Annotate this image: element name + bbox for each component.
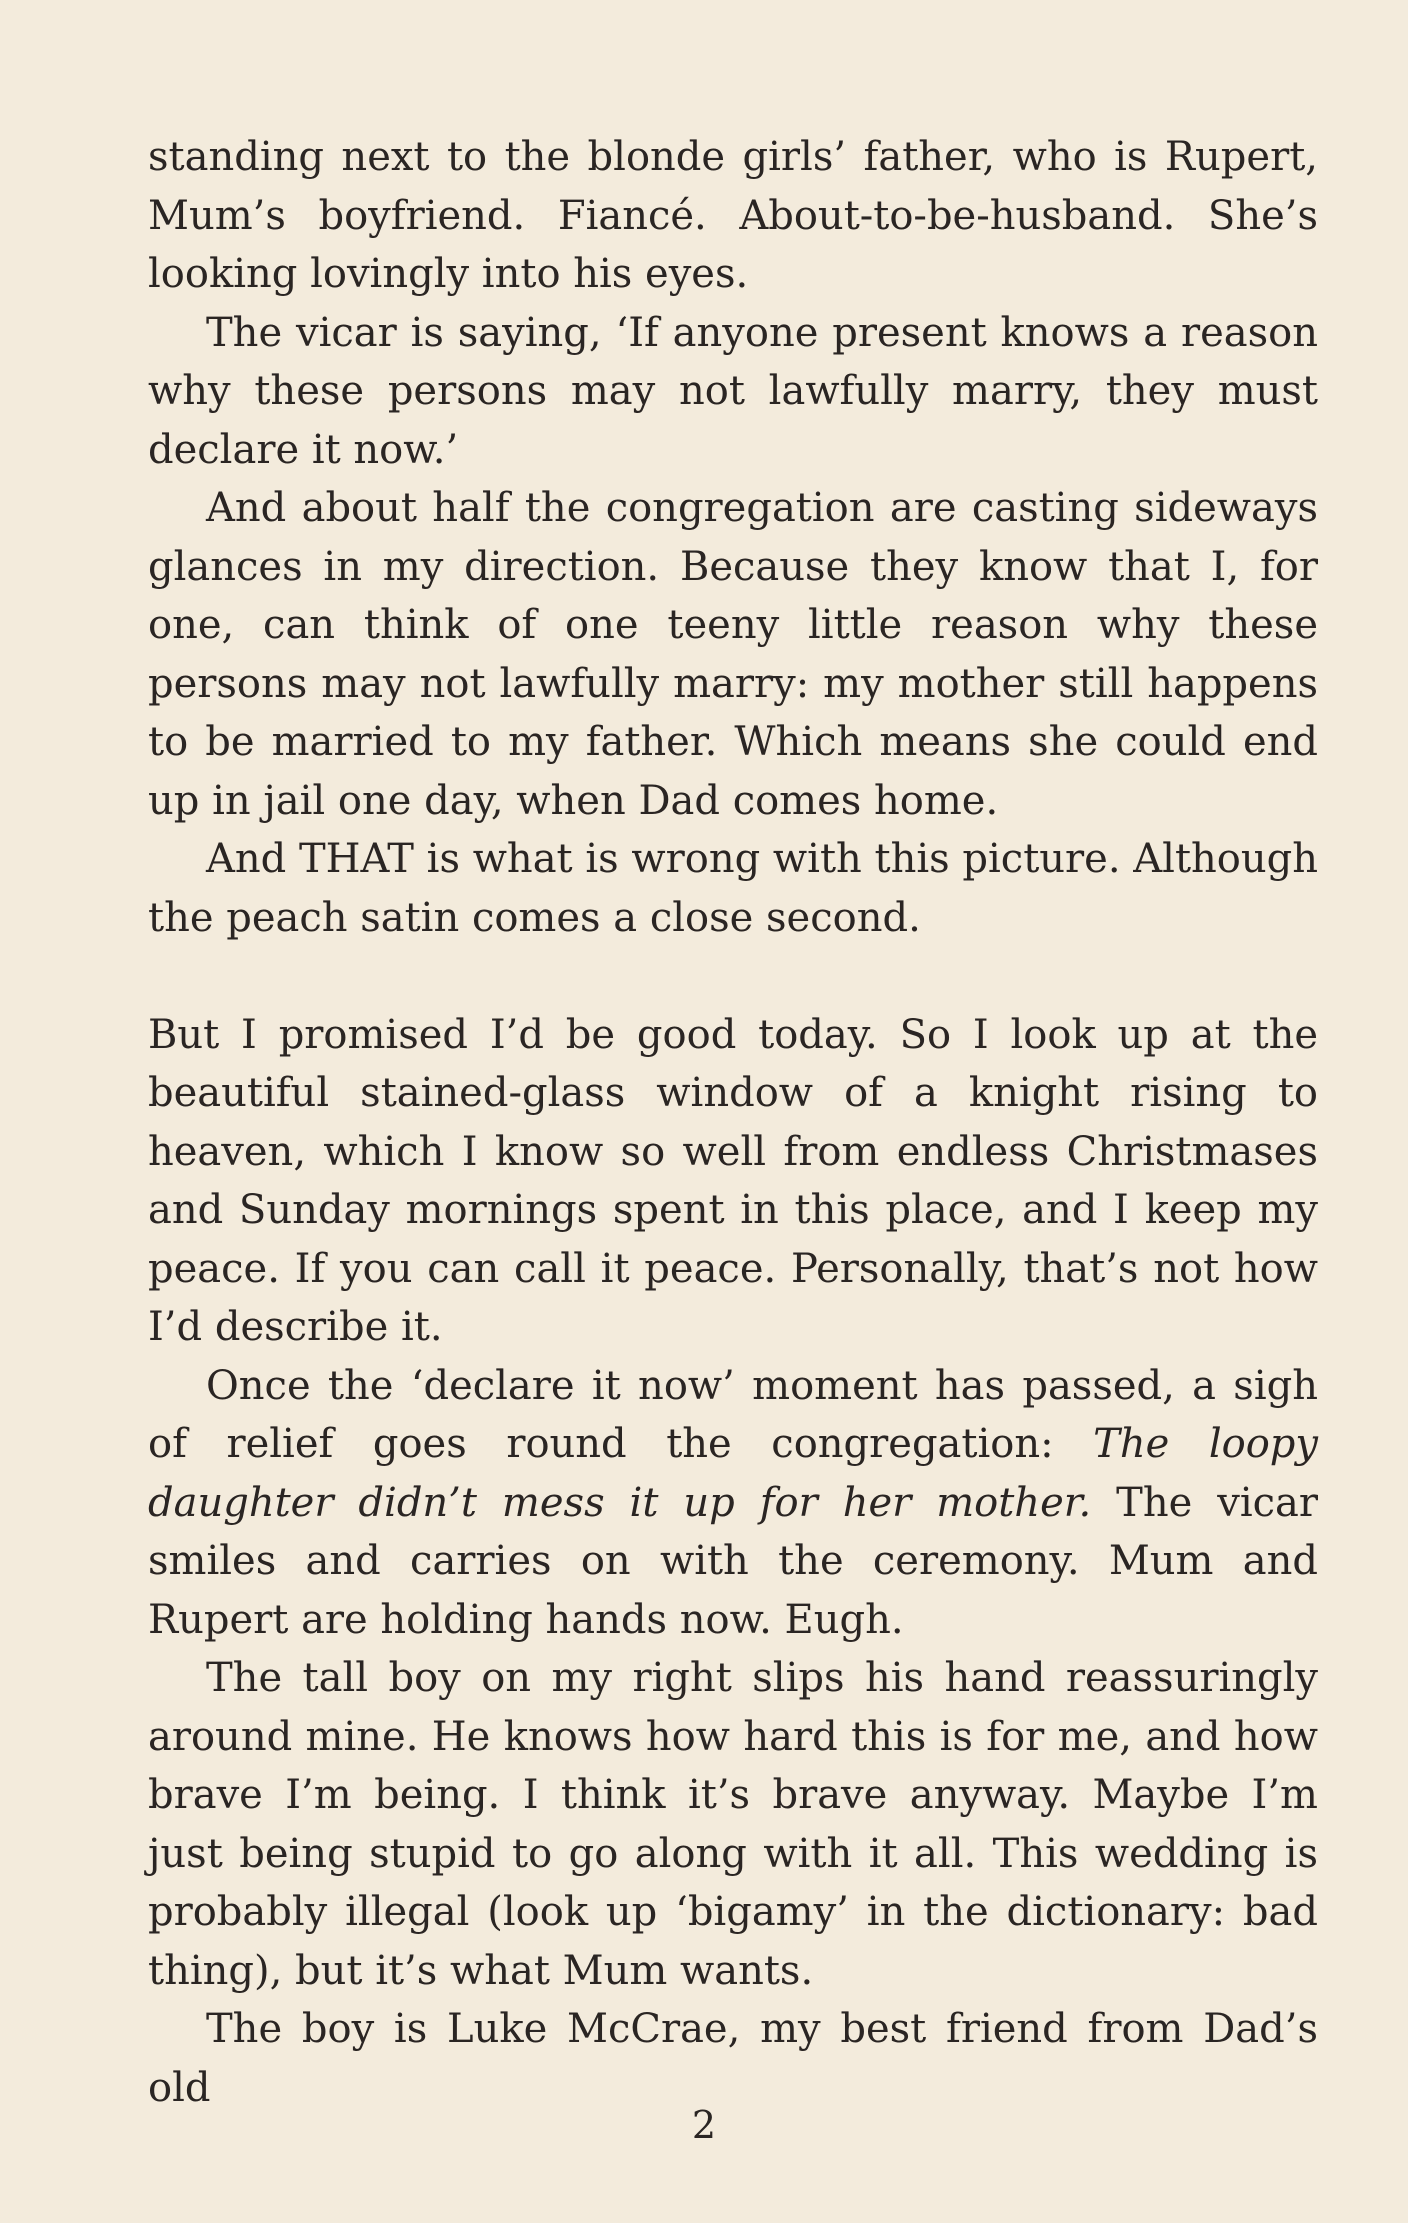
- paragraph-7: The tall boy on my right slips his hand reassuringly around mine. He knows how hard this is for me, and how brave I’m being. I think it’s brave anyway. Maybe I’m just being stupid to go along with it all. This wedding is probably illegal (look up ‘bigamy’ in the dictionary: bad thing), but it’s what Mum wants.: [148, 1655, 1318, 1994]
- paragraph-4: And THAT is what is wrong with this picture. Although the peach satin comes a close second.: [148, 836, 1318, 941]
- paragraph-2: The vicar is saying, ‘If anyone present knows a reason why these persons may not lawfully marry, they must declare it now.’: [148, 309, 1318, 473]
- paragraph-6-end: The vicar smiles and carries on with the ceremony. Mum and Rupert are holding hands now. Eugh.: [148, 1479, 1318, 1643]
- paragraph-1: standing next to the blonde girls’ father, who is Rupert, Mum’s boyfriend. Fiancé. About-to-be-husband. She’s looking lovingly into his eyes.: [148, 134, 1318, 297]
- body-text: [148, 128, 1318, 2117]
- paragraph-6-start: Once the ‘declare it now’ moment has passed, a sigh of relief goes round the congregation:: [148, 1362, 1318, 1467]
- paragraph-8: The boy is Luke McCrae, my best friend from Dad’s old: [148, 2006, 1318, 2111]
- paragraph-5: But I promised I’d be good today. So I look up at the beautiful stained-glass window of a knight rising to heaven, which I know so well from endless Christmases and Sunday mornings spent in this place, and I keep my peace. If you can call it peace. Personally, that’s not how I’d describe it.: [148, 1011, 1318, 1350]
- paragraph-6-italic: The loopy daughter didn’t mess it up for her mother.: [148, 1421, 1318, 1526]
- paragraph-6: [148, 1357, 1318, 1650]
- section-break: [148, 947, 1318, 1006]
- page-number: 2: [691, 2103, 717, 2147]
- paragraph-3: And about half the congregation are casting sideways glances in my direction. Because they know that I, for one, can think of one teeny little reason why these persons may not lawfully marry: my mother still happens to be married to my father. Which means she could end up in jail one day, when Dad comes home.: [148, 485, 1318, 824]
